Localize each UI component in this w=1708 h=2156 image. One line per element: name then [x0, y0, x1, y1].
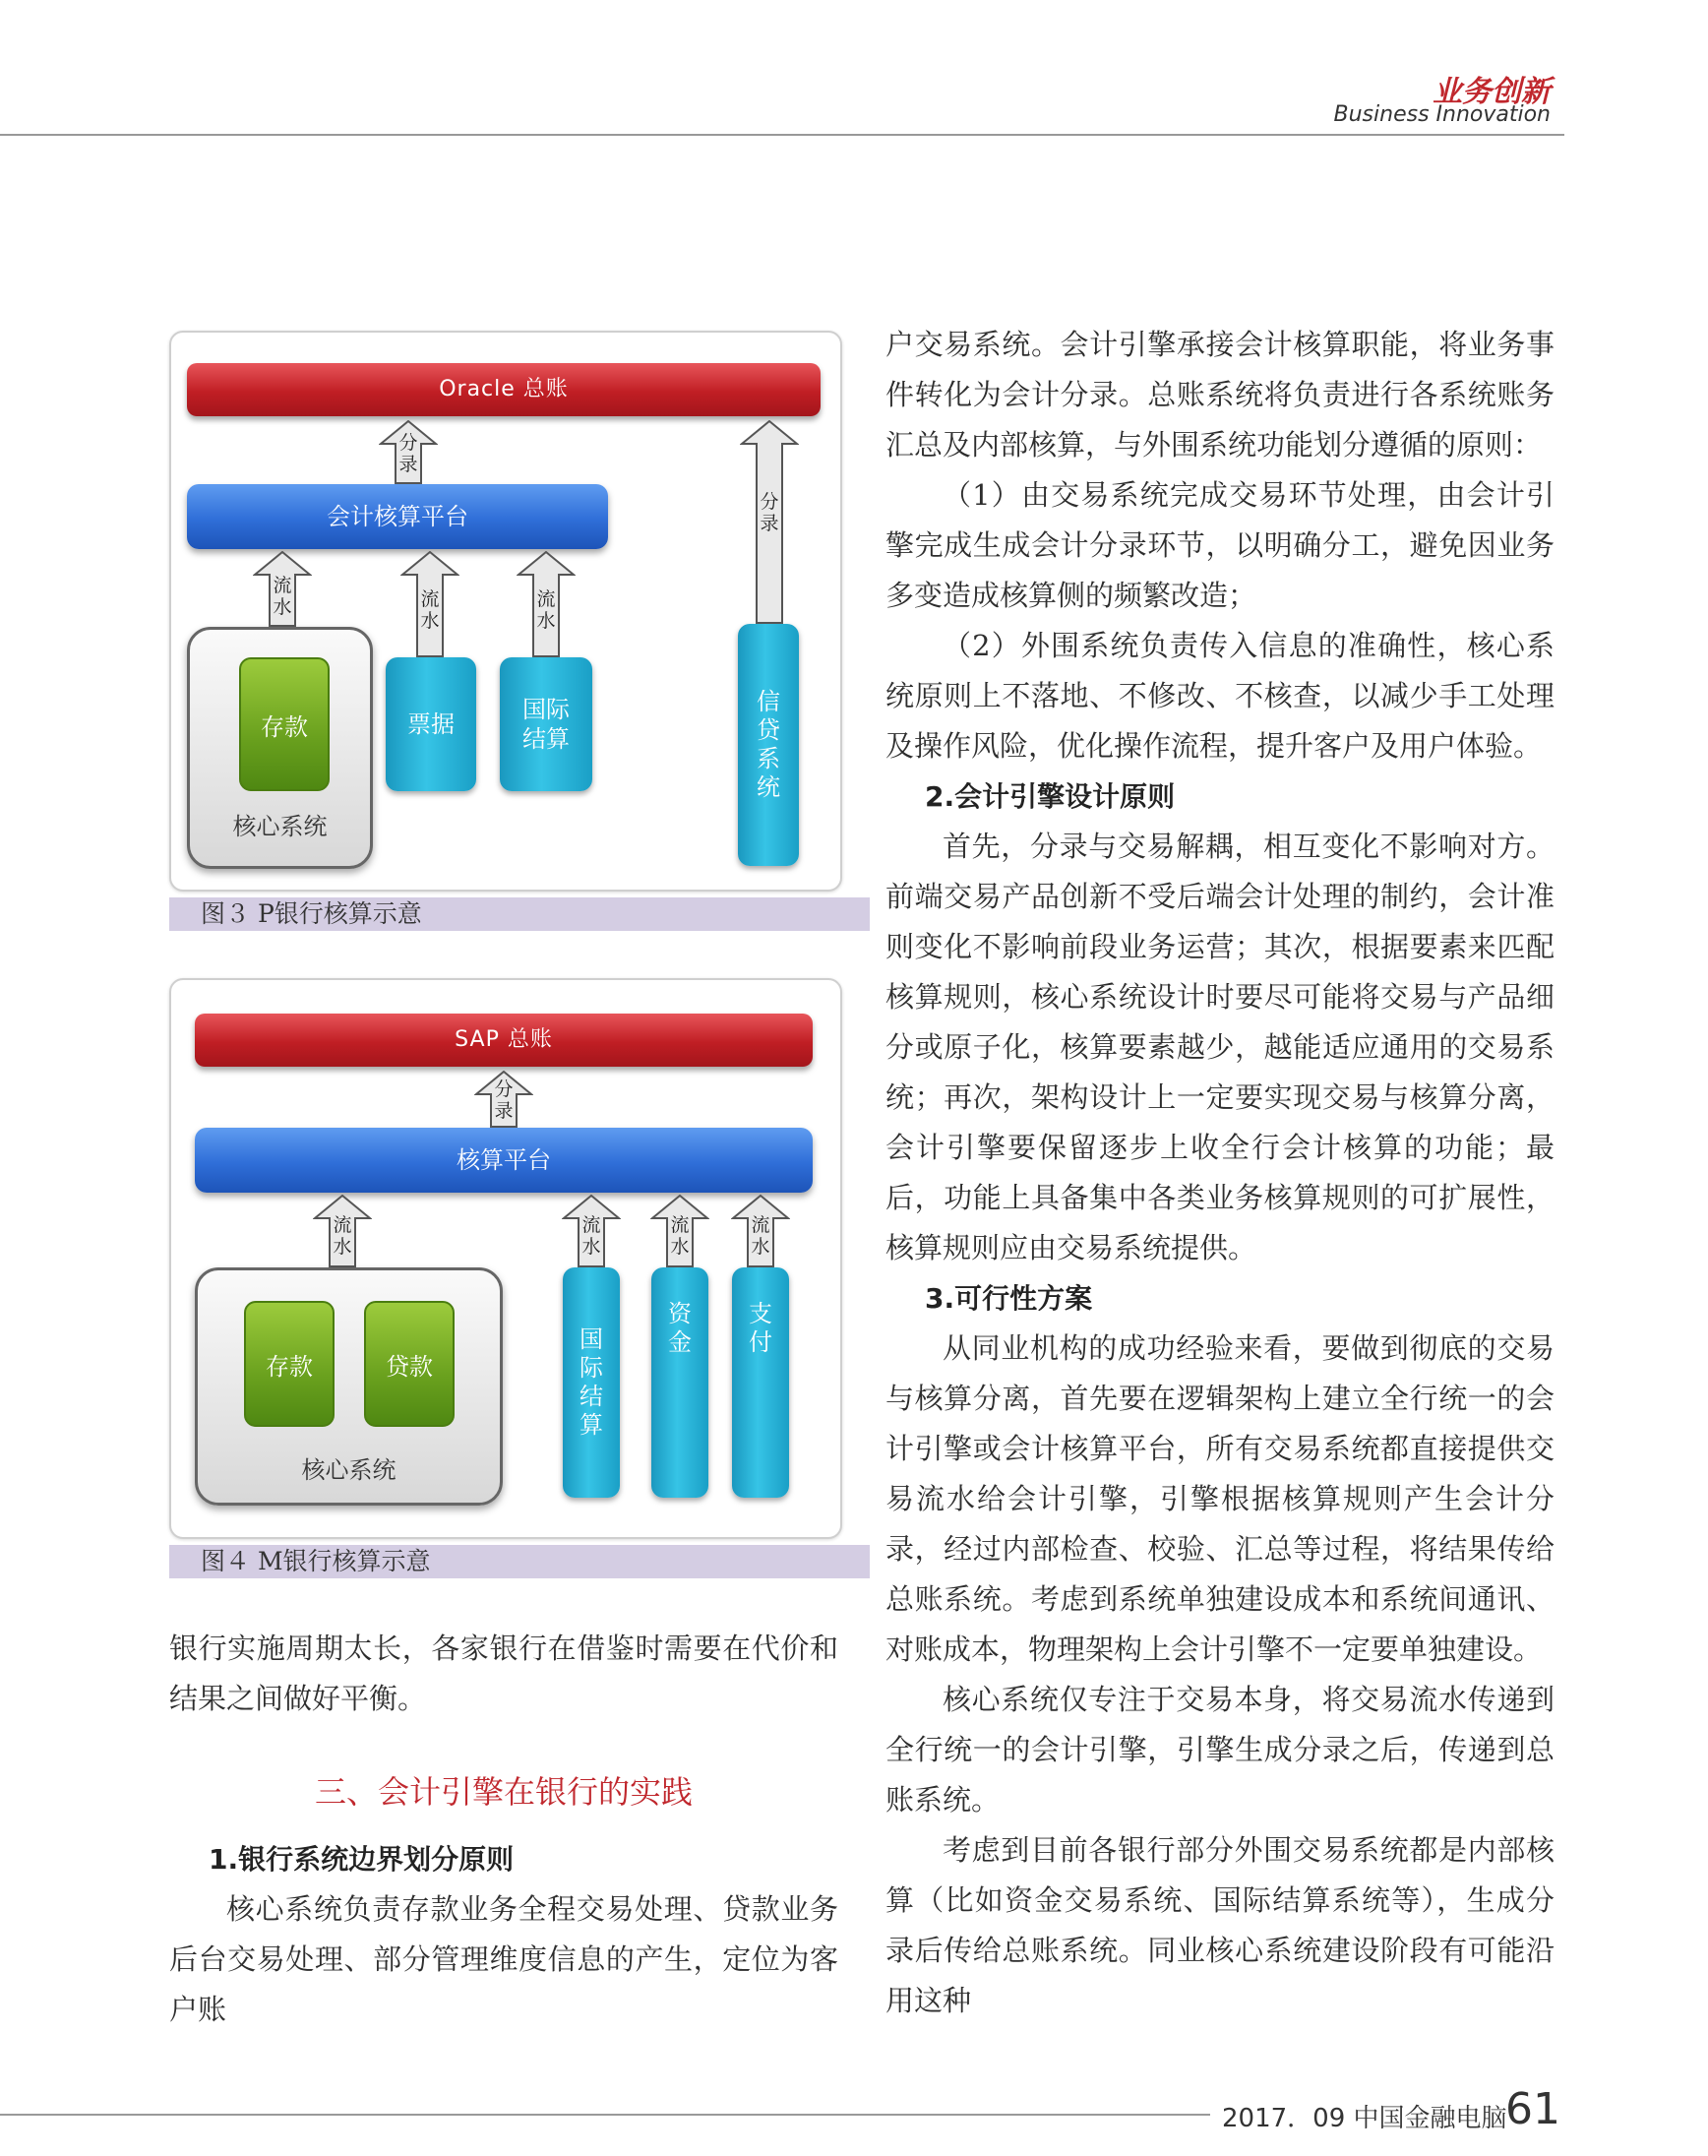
fig4-entry-arrow: [474, 1071, 533, 1128]
fig4-entry-arrow-label: 分录: [494, 1078, 514, 1122]
fig4-flow-arrow-funds: [650, 1195, 709, 1267]
fig4-loan-box: 贷款: [364, 1301, 455, 1427]
fig4-flow-arrow-label: 流水: [751, 1214, 770, 1258]
fig4-core-system-label: 核心系统: [301, 1456, 396, 1484]
right-point-2: （2）外围系统负责传入信息的准确性，核心系统原则上不落地、不修改、不核查，以减少手工处理及操作风险，优化操作流程，提升客户及用户体验。: [885, 629, 1555, 763]
fig3-bill-box: 票据: [386, 657, 476, 791]
fig4-payment-label: 支付: [749, 1300, 772, 1356]
left-column: [169, 1624, 838, 2035]
right-para-3: 从同业机构的成功经验来看，要做到彻底的交易与核算分离，首先要在逻辑架构上建立全行统一的会计引擎或会计核算平台，所有交易系统都直接提供交易流水给会计引擎，引擎根据核算规则产生会计分录，经过内部检查、校验、汇总等过程，将结果传给总账系统。考虑到系统单独建设成本和系统间通讯、对账成本，物理架构上会计引擎不一定要单独建设。: [885, 1331, 1555, 1666]
fig3-deposit-box: 存款: [239, 657, 330, 791]
footer-issue: 2017．09 中国金融电脑: [1222, 2104, 1507, 2133]
fig4-funds-label: 资金: [668, 1300, 692, 1356]
section-heading: 三、会计引擎在银行的实践: [314, 1773, 693, 1811]
fig4-flow-arrow-intl: [562, 1195, 621, 1267]
left-para-1: 核心系统负责存款业务全程交易处理、贷款业务后台交易处理、部分管理维度信息的产生，定位为客户账: [169, 1892, 838, 2026]
fig3-flow-arrow-intl: [517, 551, 576, 657]
fig4-flow-arrow-label: 流水: [333, 1214, 352, 1258]
fig4-flow-arrow-core: [313, 1195, 372, 1267]
figure-4-caption: 图４ M银行核算示意: [169, 1545, 870, 1578]
sub-heading-1: 1.银行系统边界划分原则: [209, 1843, 515, 1876]
fig3-flow-arrow-label: 流水: [273, 575, 292, 618]
right-para-5: 考虑到目前各银行部分外围交易系统都是内部核算（比如资金交易系统、国际结算系统等），生成分录后传给总账系统。同业核心系统建设阶段有可能沿用这种: [885, 1833, 1555, 2017]
fig4-flow-arrow-label: 流水: [581, 1214, 601, 1258]
fig3-entry-arrow-label: 分录: [398, 432, 418, 475]
fig4-flow-arrow-payment: [731, 1195, 790, 1267]
fig4-intl-settlement-box: [563, 1267, 620, 1498]
sub-heading-2: 2.会计引擎设计原则: [925, 780, 1176, 813]
left-para-continued: 银行实施周期太长，各家银行在借鉴时需要在代价和结果之间做好平衡。: [169, 1632, 838, 1715]
fig4-funds-box: [651, 1267, 708, 1498]
fig4-flow-arrow-label: 流水: [670, 1214, 690, 1258]
right-para-2: 首先，分录与交易解耦，相互变化不影响对方。前端交易产品创新不受后端会计处理的制约，会计准则变化不影响前段业务运营；其次，根据要素来匹配核算规则，核心系统设计时要尽可能将交易与产品细分或原子化，核算要素越少，越能适应通用的交易系统；再次，架构设计上一定要实现交易与核算分离，会计引擎要保留逐步上收全行会计核算的功能；最后，功能上具备集中各类业务核算规则的可扩展性，核算规则应由交易系统提供。: [885, 830, 1555, 1264]
right-point-1: （1）由交易系统完成交易环节处理，由会计引擎完成生成会计分录环节，以明确分工，避免因业务多变造成核算侧的频繁改造；: [885, 478, 1555, 612]
fig3-oracle-ledger-bar: Oracle 总账: [187, 363, 821, 416]
page-number: 61: [1505, 2084, 1560, 2134]
fig4-deposit-box: 存款: [244, 1301, 335, 1427]
fig3-flow-arrow-label: 流水: [536, 588, 556, 632]
fig3-accounting-platform-bar: 会计核算平台: [187, 484, 608, 549]
fig3-credit-system-label: 信贷系统: [757, 688, 780, 801]
fig3-flow-arrow-bill: [400, 551, 459, 657]
fig3-credit-arrow-label: 分录: [760, 491, 779, 534]
fig3-entry-arrow-credit: [740, 420, 799, 624]
fig3-entry-arrow-platform: [379, 420, 438, 484]
fig4-intl-settlement-label: 国际结算: [580, 1325, 603, 1439]
section-title: 业务创新: [1433, 75, 1551, 109]
fig4-sap-ledger-bar: SAP 总账: [195, 1014, 813, 1067]
fig4-payment-box: [732, 1267, 789, 1498]
fig3-intl-settlement-box: [500, 657, 592, 791]
fig3-core-system-label: 核心系统: [232, 813, 328, 840]
sub-heading-3: 3.可行性方案: [925, 1282, 1093, 1315]
fig3-intl-settlement-label: 国际结算: [521, 696, 570, 753]
right-para-continued: 户交易系统。会计引擎承接会计核算职能，将业务事件转化为会计分录。总账系统将负责进行各系统账务汇总及内部核算，与外围系统功能划分遵循的原则：: [885, 328, 1555, 462]
right-para-4: 核心系统仅专注于交易本身，将交易流水传递到全行统一的会计引擎，引擎生成分录之后，传递到总账系统。: [885, 1683, 1555, 1817]
section-subtitle: Business Innovation: [1333, 102, 1551, 127]
fig3-flow-arrow-label: 流水: [420, 588, 440, 632]
header-rule: [0, 134, 1564, 136]
fig3-credit-system-box: [738, 624, 799, 866]
right-column: [885, 320, 1555, 2026]
footer-rule: [0, 2114, 1210, 2116]
figure-3-caption: 图３ P银行核算示意: [169, 897, 870, 931]
fig4-accounting-platform-bar: 核算平台: [195, 1128, 813, 1193]
fig3-flow-arrow-deposit: [253, 551, 312, 627]
